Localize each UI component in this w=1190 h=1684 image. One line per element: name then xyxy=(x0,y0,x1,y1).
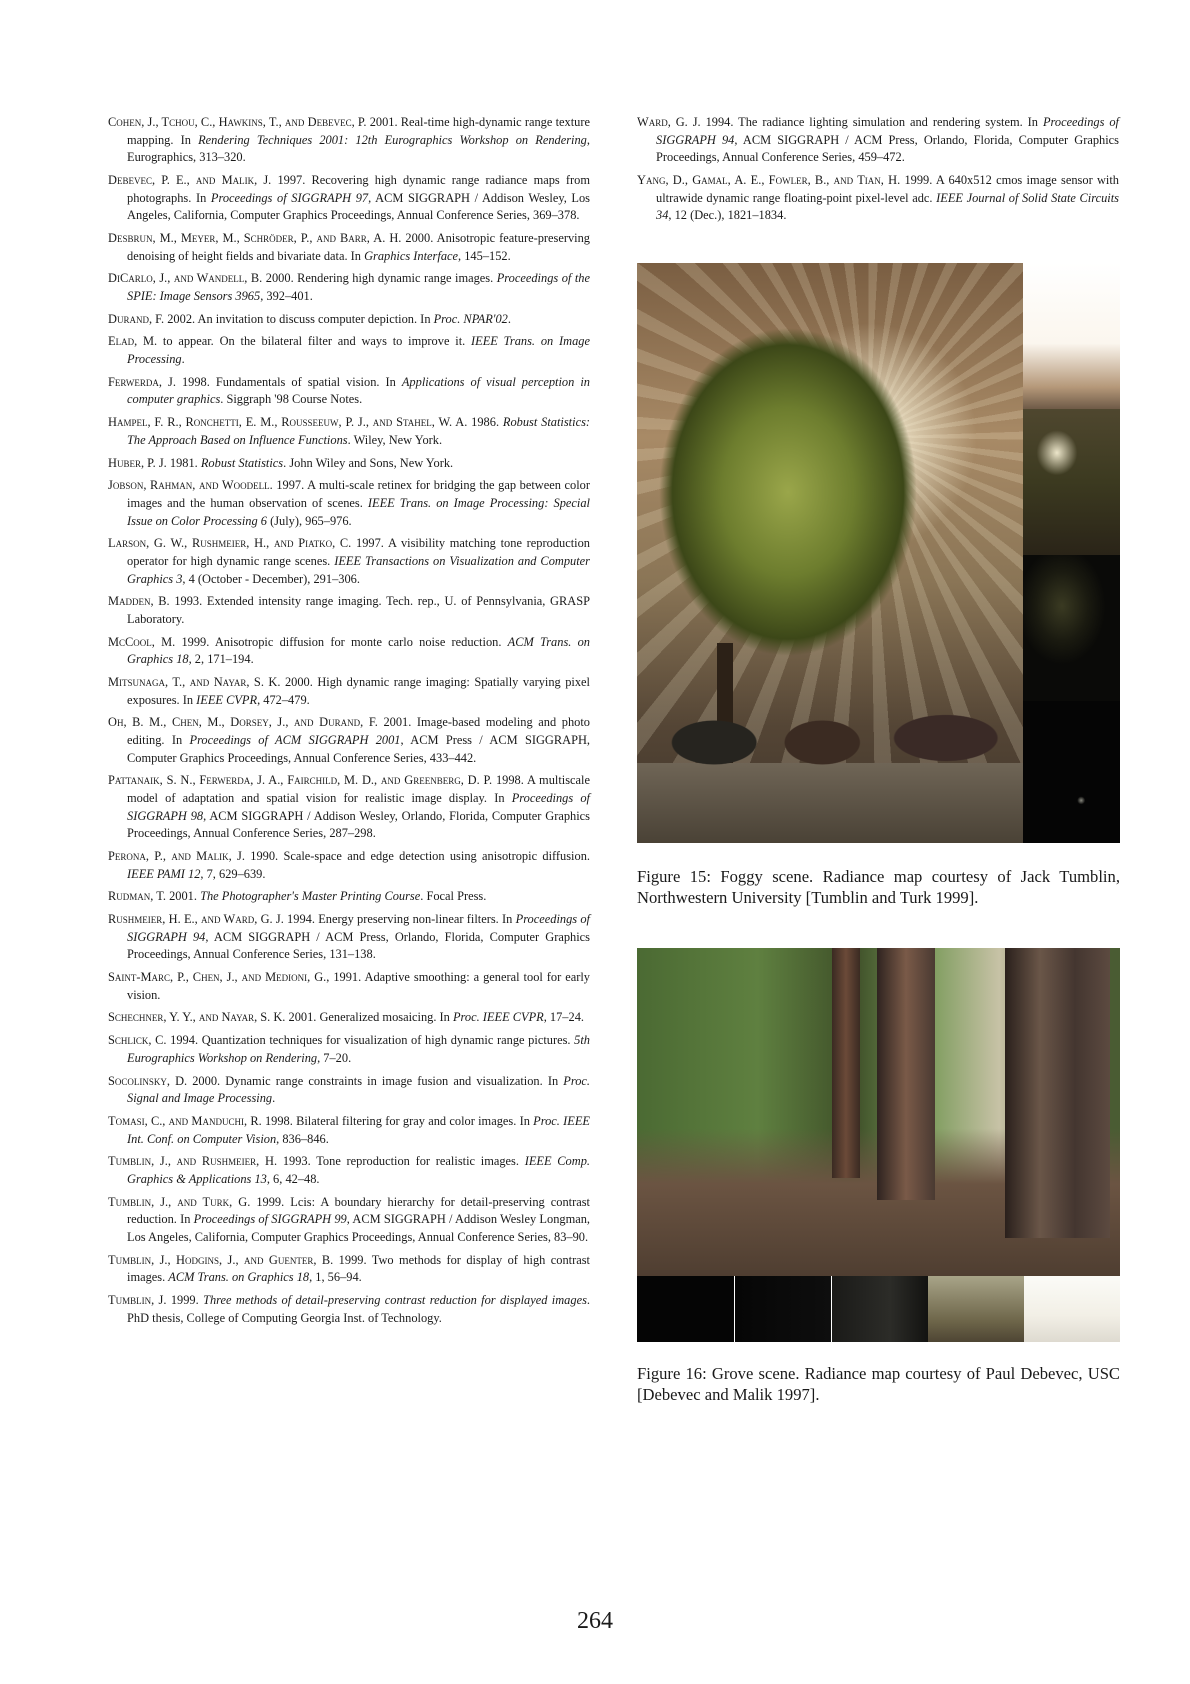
reference-entry xyxy=(108,634,590,669)
reference-authors: Tomasi, C., and Manduchi, R. xyxy=(108,1114,262,1128)
reference-text: , 17–24. xyxy=(543,1010,584,1025)
reference-text: 1986. xyxy=(467,415,503,430)
reference-authors: Tumblin, J., Hodgins, J., and Guenter, B. xyxy=(108,1252,334,1267)
reference-authors: Socolinsky, D. xyxy=(108,1073,188,1088)
grove-exposure-3 xyxy=(831,1276,929,1342)
foggy-exposure-2 xyxy=(1023,409,1120,555)
reference-venue: Proc. IEEE CVPR xyxy=(452,1010,544,1025)
reference-text: , 4 (October - December), 291–306. xyxy=(182,571,360,586)
reference-entry xyxy=(108,593,590,628)
reference-text: , Eurographics, 313–320. xyxy=(127,132,590,165)
reference-entry xyxy=(108,477,590,530)
reference-authors: Hampel, F. R., Ronchetti, E. M., Rousseeuw, P. J., and Stahel, W. A. xyxy=(108,415,468,430)
reference-venue: Three methods of detail-preserving contrast reduction for displayed images xyxy=(203,1293,587,1308)
reference-venue: IEEE PAMI 12 xyxy=(127,866,201,881)
reference-text: 2001. Generalized mosaicing. In xyxy=(285,1010,453,1025)
references-left-column xyxy=(108,114,590,1332)
reference-venue: IEEE CVPR xyxy=(196,692,258,707)
reference-authors: Elad, M. xyxy=(108,334,158,349)
grove-exposure-4 xyxy=(928,1276,1024,1342)
reference-venue: Proceedings of SIGGRAPH 99 xyxy=(193,1212,347,1227)
reference-venue: IEEE Comp. Graphics & Applications 13 xyxy=(127,1154,590,1186)
reference-text: 2002. An invitation to discuss computer depiction. In xyxy=(164,311,434,326)
reference-authors: Madden, B. xyxy=(108,594,170,609)
reference-text: 1999. Anisotropic diffusion for monte carlo noise reduction. xyxy=(175,634,508,649)
reference-text: , 145–152. xyxy=(458,248,511,263)
reference-entry xyxy=(108,114,590,167)
reference-entry xyxy=(108,714,590,767)
reference-text: 2001. Image-based modeling and photo editing. In xyxy=(127,715,590,748)
grove-scene-photo xyxy=(637,948,1120,1276)
reference-entry xyxy=(108,1194,590,1247)
reference-venue: Proceedings of SIGGRAPH 97 xyxy=(210,190,369,205)
reference-venue: ACM Trans. on Graphics 18 xyxy=(168,1270,310,1285)
reference-text: . PhD thesis, College of Computing Georgia Inst. of Technology. xyxy=(127,1293,591,1325)
reference-text: 1997. Recovering high dynamic range radiance maps from photographs. In xyxy=(127,172,591,205)
reference-text: 1998. Fundamentals of spatial vision. In xyxy=(175,374,402,389)
reference-authors: Jobson, Rahman, and Woodell. xyxy=(108,478,273,493)
reference-text: , ACM SIGGRAPH / Addison Wesley, Orlando, Florida, Computer Graphics Proceedings, Annual Conference Series, 287–298. xyxy=(127,808,590,841)
reference-text: to appear. On the bilateral filter and ways to improve it. xyxy=(157,334,472,349)
reference-entry xyxy=(108,1252,590,1287)
reference-authors: McCool, M. xyxy=(108,634,176,649)
parked-cars xyxy=(637,693,1023,783)
reference-text: 1999. Two methods for display of high contrast images. xyxy=(127,1252,591,1285)
reference-text: 1998. A multiscale model of adaptation and spatial vision for realistic image display. In xyxy=(127,773,590,805)
reference-text: , ACM SIGGRAPH / ACM Press, Orlando, Florida, Computer Graphics Proceedings, Annual Conference Series, 459–472. xyxy=(656,132,1119,165)
reference-text: 2001. Real-time high-dynamic range texture mapping. In xyxy=(127,115,590,147)
reference-entry xyxy=(108,674,590,709)
reference-entry xyxy=(637,172,1119,225)
reference-authors: Ferwerda, J. xyxy=(108,374,176,389)
reference-text: . xyxy=(272,1091,276,1106)
reference-entry xyxy=(108,1153,590,1188)
reference-text: 1999. xyxy=(166,1293,204,1308)
reference-venue: IEEE Transactions on Visualization and Computer Graphics 3 xyxy=(127,553,590,586)
reference-authors: Saint-Marc, P., Chen, J., and Medioni, G. xyxy=(108,970,327,985)
reference-text: , ACM SIGGRAPH / Addison Wesley, Los Angeles, California, Computer Graphics Proceedings, Annual Conference Series, 369–378. xyxy=(127,190,591,223)
reference-text: 1994. Quantization techniques for visualization of high dynamic range pictures. xyxy=(166,1033,575,1048)
reference-authors: Tumblin, J., and Rushmeier, H. xyxy=(108,1154,278,1169)
reference-authors: Cohen, J., Tchou, C., Hawkins, T., and Debevec, P. xyxy=(108,115,367,129)
reference-entry xyxy=(108,311,590,329)
reference-venue: Proc. Signal and Image Processing xyxy=(127,1073,590,1106)
reference-venue: Proc. NPAR'02 xyxy=(433,311,508,326)
reference-authors: Mitsunaga, T., and Nayar, S. K. xyxy=(108,675,281,690)
reference-authors: Desbrun, M., Meyer, M., Schröder, P., and Barr, A. H. xyxy=(108,230,402,245)
reference-authors: Huber, P. J. xyxy=(108,455,167,470)
reference-authors: DiCarlo, J., and Wandell, B. xyxy=(108,271,263,286)
reference-authors: Schlick, C. xyxy=(108,1033,167,1048)
reference-entry xyxy=(108,455,590,473)
reference-entry xyxy=(108,969,590,1004)
reference-entry xyxy=(108,1113,590,1148)
foggy-scene-photo xyxy=(637,263,1023,843)
reference-entry xyxy=(108,230,590,265)
reference-authors: Ward, G. J. xyxy=(637,115,701,129)
reference-text: , 6, 42–48. xyxy=(266,1171,320,1186)
reference-text: , 2, 171–194. xyxy=(188,652,254,667)
reference-text: . John Wiley and Sons, New York. xyxy=(283,455,454,470)
reference-text: 1994. Energy preserving non-linear filters. In xyxy=(283,912,516,927)
redwood-trunk-middle xyxy=(877,948,935,1200)
reference-entry xyxy=(108,772,590,842)
reference-authors: Yang, D., Gamal, A. E., Fowler, B., and Tian, H. xyxy=(637,172,901,187)
reference-text: 2001. xyxy=(165,889,201,904)
reference-text: 1997. A multi-scale retinex for bridging the gap between color images and the human observation of scenes. xyxy=(127,478,590,510)
reference-entry xyxy=(108,270,590,305)
reference-venue: IEEE Trans. on Image Processing xyxy=(127,334,590,367)
reference-authors: Tumblin, J. xyxy=(108,1293,167,1308)
figure-15-caption: Figure 15: Foggy scene. Radiance map courtesy of Jack Tumblin, Northwestern University [Tumblin and Turk 1999]. xyxy=(637,867,1120,907)
reference-text: 1999. A 640x512 cmos image sensor with ultrawide dynamic range floating-point pixel-level adc. xyxy=(656,172,1119,205)
reference-text: . Focal Press. xyxy=(420,889,487,904)
reference-venue: Applications of visual perception in computer graphics xyxy=(127,374,590,407)
reference-text: 2000. Anisotropic feature-preserving denoising of height fields and bivariate data. In xyxy=(127,230,590,263)
reference-entry xyxy=(637,114,1119,167)
reference-text: 1993. Extended intensity range imaging. Tech. rep., U. of Pennsylvania, GRASP Laboratory. xyxy=(127,594,590,626)
references-right-column xyxy=(637,114,1119,230)
reference-venue: IEEE Journal of Solid State Circuits 34 xyxy=(656,190,1119,223)
reference-entry xyxy=(108,1009,590,1027)
reference-text: 2000. Dynamic range constraints in image fusion and visualization. In xyxy=(187,1073,564,1088)
reference-entry xyxy=(108,1073,590,1108)
reference-entry xyxy=(108,535,590,588)
reference-venue: Graphics Interface xyxy=(364,248,459,263)
reference-authors: Schechner, Y. Y., and Nayar, S. K. xyxy=(108,1010,286,1025)
foggy-exposure-3 xyxy=(1023,555,1120,701)
reference-text: (July), 965–976. xyxy=(266,513,352,528)
reference-text: , ACM SIGGRAPH / Addison Wesley Longman, Los Angeles, California, Computer Graphics Proceedings, Annual Conference Series, 83–90. xyxy=(127,1212,591,1244)
reference-text: 1994. The radiance lighting simulation and rendering system. In xyxy=(700,115,1043,129)
reference-authors: Larson, G. W., Rushmeier, H., and Piatko, C. xyxy=(108,536,352,551)
reference-entry xyxy=(108,414,590,449)
reference-venue: Proceedings of the SPIE: Image Sensors 3965 xyxy=(127,271,590,303)
grove-exposure-2 xyxy=(734,1276,832,1342)
reference-text: 1990. Scale-space and edge detection using anisotropic diffusion. xyxy=(244,848,590,863)
reference-venue: Proceedings of ACM SIGGRAPH 2001 xyxy=(189,733,401,748)
reference-text: 1981. xyxy=(166,455,201,470)
reference-authors: Tumblin, J., and Turk, G. xyxy=(108,1194,251,1209)
reference-venue: Proceedings of SIGGRAPH 94 xyxy=(656,115,1119,147)
reference-text: 1993. Tone reproduction for realistic images. xyxy=(277,1154,525,1169)
reference-venue: ACM Trans. on Graphics 18 xyxy=(127,634,590,667)
reference-text: , 7–20. xyxy=(317,1050,352,1065)
page-number: 264 xyxy=(577,1608,613,1634)
foggy-exposure-4 xyxy=(1023,701,1120,843)
reference-venue: Proceedings of SIGGRAPH 94 xyxy=(127,912,591,944)
reference-venue: The Photographer's Master Printing Course xyxy=(200,889,421,904)
reference-venue: Proc. IEEE Int. Conf. on Computer Vision xyxy=(127,1114,590,1146)
reference-entry xyxy=(108,374,590,409)
reference-authors: Debevec, P. E., and Malik, J. xyxy=(108,172,272,187)
redwood-trunk-large xyxy=(1005,948,1110,1238)
reference-authors: Durand, F. xyxy=(108,311,165,326)
figure-16-caption: Figure 16: Grove scene. Radiance map courtesy of Paul Debevec, USC [Debevec and Malik 1997]. xyxy=(637,1364,1120,1404)
reference-authors: Oh, B. M., Chen, M., Dorsey, J., and Durand, F. xyxy=(108,715,378,730)
reference-venue: Proceedings of SIGGRAPH 98 xyxy=(127,791,590,823)
reference-authors: Rushmeier, H. E., and Ward, G. J. xyxy=(108,912,284,927)
reference-entry xyxy=(108,333,590,368)
tree-foliage xyxy=(653,303,953,723)
reference-text: 2000. Rendering high dynamic range images. xyxy=(262,271,497,286)
reference-text: . Wiley, New York. xyxy=(347,432,443,447)
reference-text: , 7, 629–639. xyxy=(200,866,266,881)
reference-entry xyxy=(108,1292,590,1327)
redwood-trunk-thin xyxy=(832,948,860,1178)
reference-text: . xyxy=(181,352,185,367)
reference-text: , 472–479. xyxy=(257,692,310,707)
reference-text: 1999. Lcis: A boundary hierarchy for detail-preserving contrast reduction. In xyxy=(127,1194,590,1227)
reference-text: . xyxy=(507,311,511,326)
reference-venue: Rendering Techniques 2001: 12th Eurographics Workshop on Rendering xyxy=(198,132,587,147)
reference-venue: 5th Eurographics Workshop on Rendering xyxy=(127,1033,590,1065)
reference-authors: Perona, P., and Malik, J. xyxy=(108,848,245,863)
reference-text: , ACM Press / ACM SIGGRAPH, Computer Graphics Proceedings, Annual Conference Series, 433–442. xyxy=(127,733,591,765)
reference-venue: Robust Statistics xyxy=(200,455,284,470)
reference-text: , 12 (Dec.), 1821–1834. xyxy=(668,208,787,223)
reference-entry xyxy=(108,848,590,883)
reference-text: , 1991. Adaptive smoothing: a general tool for early vision. xyxy=(127,970,590,1002)
reference-text: , 836–846. xyxy=(276,1131,329,1146)
reference-text: 1997. A visibility matching tone reproduction operator for high dynamic range scenes. xyxy=(127,536,590,568)
reference-authors: Pattanaik, S. N., Ferwerda, J. A., Fairchild, M. D., and Greenberg, D. P. xyxy=(108,773,493,788)
reference-entry xyxy=(108,1032,590,1067)
foggy-exposure-1 xyxy=(1023,263,1120,409)
reference-entry xyxy=(108,911,590,964)
reference-text: . Siggraph '98 Course Notes. xyxy=(220,392,363,407)
grove-exposure-5 xyxy=(1024,1276,1120,1342)
reference-entry xyxy=(108,888,590,906)
reference-venue: Robust Statistics: The Approach Based on Influence Functions xyxy=(127,415,591,447)
reference-text: , 392–401. xyxy=(260,288,313,303)
reference-entry xyxy=(108,172,590,225)
reference-text: 1998. Bilateral filtering for gray and color images. In xyxy=(261,1114,534,1128)
grove-exposure-1 xyxy=(637,1276,734,1342)
reference-text: 2000. High dynamic range imaging: Spatially varying pixel exposures. In xyxy=(127,675,590,707)
reference-text: , ACM SIGGRAPH / ACM Press, Orlando, Florida, Computer Graphics Proceedings, Annual Conference Series, 131–138. xyxy=(127,929,590,962)
reference-text: , 1, 56–94. xyxy=(309,1270,362,1285)
reference-authors: Rudman, T. xyxy=(108,889,166,904)
reference-venue: IEEE Trans. on Image Processing: Special Issue on Color Processing 6 xyxy=(127,495,590,528)
